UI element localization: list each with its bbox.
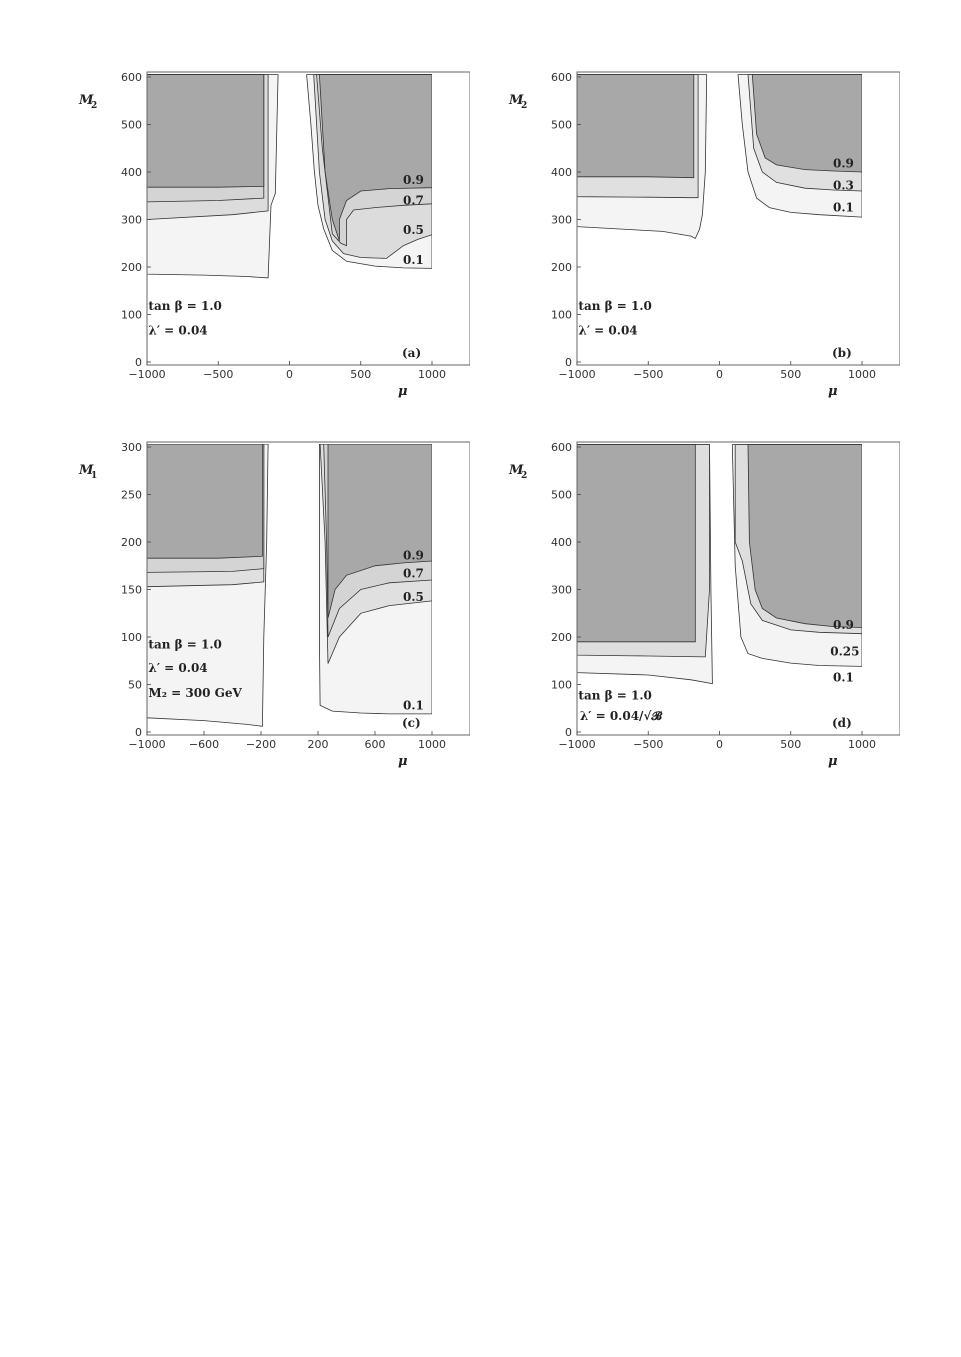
contour-label: 0.9 (833, 618, 854, 633)
y-axis-label-subscript: 2 (521, 101, 528, 111)
annotation: λ′ = 0.04/√𝓑 (579, 709, 662, 724)
y-tick-label: 500 (551, 488, 572, 502)
x-tick-label: −500 (203, 368, 234, 381)
contour-region-0_9-0 (147, 444, 262, 558)
y-tick-label: 0 (135, 726, 142, 739)
y-tick-label: 0 (135, 356, 142, 369)
y-tick-label: 300 (551, 213, 572, 227)
y-axis-label-subscript: 1 (91, 471, 98, 481)
contour-label: 0.9 (403, 548, 424, 563)
x-tick-label: 1000 (418, 738, 446, 751)
x-tick-label: 500 (780, 368, 802, 381)
panel-b (500, 60, 900, 414)
annotation: M₂ = 300 GeV (148, 685, 242, 700)
x-tick-label: −1000 (558, 738, 596, 751)
y-tick-label: 50 (128, 678, 142, 692)
contour-label: 0.3 (833, 178, 854, 193)
contour-regions (577, 445, 862, 684)
panel-a (70, 60, 470, 414)
x-tick-label: 1000 (418, 368, 446, 381)
y-tick-label: 600 (551, 71, 572, 84)
contour-label: 0.5 (403, 590, 424, 605)
y-tick-label: 300 (551, 583, 572, 597)
contour-region-0_9-0 (147, 75, 264, 188)
contour-label: 0.1 (403, 698, 424, 713)
chart-a (70, 60, 470, 410)
contour-label: 0.1 (403, 252, 424, 267)
x-tick-label: −600 (188, 738, 220, 751)
y-tick-label: 100 (121, 631, 142, 644)
annotation: tan β = 1.0 (148, 637, 222, 652)
contour-label: 0.25 (830, 644, 860, 659)
y-tick-label: 200 (121, 536, 142, 549)
x-tick-label: 0 (716, 738, 723, 751)
x-axis-label: μ (398, 754, 408, 769)
y-axis-label-subscript: 2 (91, 101, 98, 111)
contour-region-0_9-1 (748, 445, 862, 628)
y-tick-label: 250 (121, 488, 142, 502)
annotation: λ′ = 0.04 (578, 323, 638, 338)
y-tick-label: 200 (551, 631, 572, 644)
y-tick-label: 400 (121, 166, 142, 179)
contour-region-0_9-0 (577, 445, 695, 642)
x-tick-label: −1000 (128, 738, 166, 751)
y-tick-label: 300 (121, 213, 142, 227)
contour-label: 0.9 (833, 156, 854, 171)
y-axis-label: M (79, 93, 94, 108)
x-axis-label: μ (398, 384, 408, 399)
x-tick-label: 0 (716, 368, 723, 381)
y-tick-label: 0 (565, 726, 572, 739)
x-tick-label: 1000 (848, 738, 876, 751)
y-tick-label: 200 (551, 261, 572, 274)
x-axis-label: μ (828, 384, 838, 399)
panel-label: (b) (832, 346, 852, 360)
chart-d (500, 430, 900, 780)
contour-regions (147, 444, 432, 726)
y-tick-label: 300 (121, 441, 142, 454)
annotation: tan β = 1.0 (148, 298, 222, 313)
x-tick-label: −1000 (128, 368, 166, 381)
x-tick-label: −500 (633, 738, 664, 751)
contour-label: 0.5 (403, 222, 424, 237)
panel-d (500, 430, 900, 784)
y-axis-label: M (509, 463, 524, 478)
y-tick-label: 100 (551, 678, 572, 692)
y-axis-label: M (79, 463, 94, 478)
y-tick-label: 150 (121, 583, 142, 597)
y-tick-label: 0 (565, 356, 572, 369)
y-tick-label: 500 (551, 118, 572, 132)
contour-label: 0.9 (403, 173, 424, 188)
y-tick-label: 100 (551, 308, 572, 322)
panel-label: (c) (402, 716, 421, 730)
y-tick-label: 200 (121, 261, 142, 274)
x-tick-label: 200 (307, 738, 329, 751)
chart-c (70, 430, 470, 780)
y-tick-label: 100 (121, 308, 142, 322)
annotation: λ′ = 0.04 (148, 661, 208, 676)
y-axis-label: M (509, 93, 524, 108)
contour-region-0_9-0 (577, 75, 694, 178)
contour-regions (147, 75, 432, 278)
x-tick-label: −200 (245, 738, 277, 751)
contour-label: 0.1 (833, 670, 854, 685)
y-tick-label: 600 (551, 441, 572, 454)
contour-label: 0.7 (403, 566, 424, 581)
x-tick-label: 0 (286, 368, 293, 381)
panel-c (70, 430, 470, 784)
y-tick-label: 600 (121, 71, 142, 84)
x-tick-label: 600 (364, 738, 386, 751)
contour-regions (577, 75, 862, 239)
x-tick-label: −1000 (558, 368, 596, 381)
annotation: tan β = 1.0 (578, 688, 652, 703)
y-tick-label: 500 (121, 118, 142, 132)
x-tick-label: 1000 (848, 368, 876, 381)
annotation: tan β = 1.0 (578, 298, 652, 313)
panel-label: (a) (402, 346, 422, 360)
x-tick-label: −500 (633, 368, 664, 381)
y-tick-label: 400 (551, 536, 572, 549)
x-tick-label: 500 (780, 738, 802, 751)
contour-label: 0.7 (403, 193, 424, 208)
annotation: λ′ = 0.04 (148, 323, 208, 338)
contour-label: 0.1 (833, 200, 854, 215)
x-axis-label: μ (828, 754, 838, 769)
panel-label: (d) (832, 716, 852, 730)
x-tick-label: 500 (350, 368, 372, 381)
chart-b (500, 60, 900, 410)
y-tick-label: 400 (551, 166, 572, 179)
y-axis-label-subscript: 2 (521, 471, 528, 481)
